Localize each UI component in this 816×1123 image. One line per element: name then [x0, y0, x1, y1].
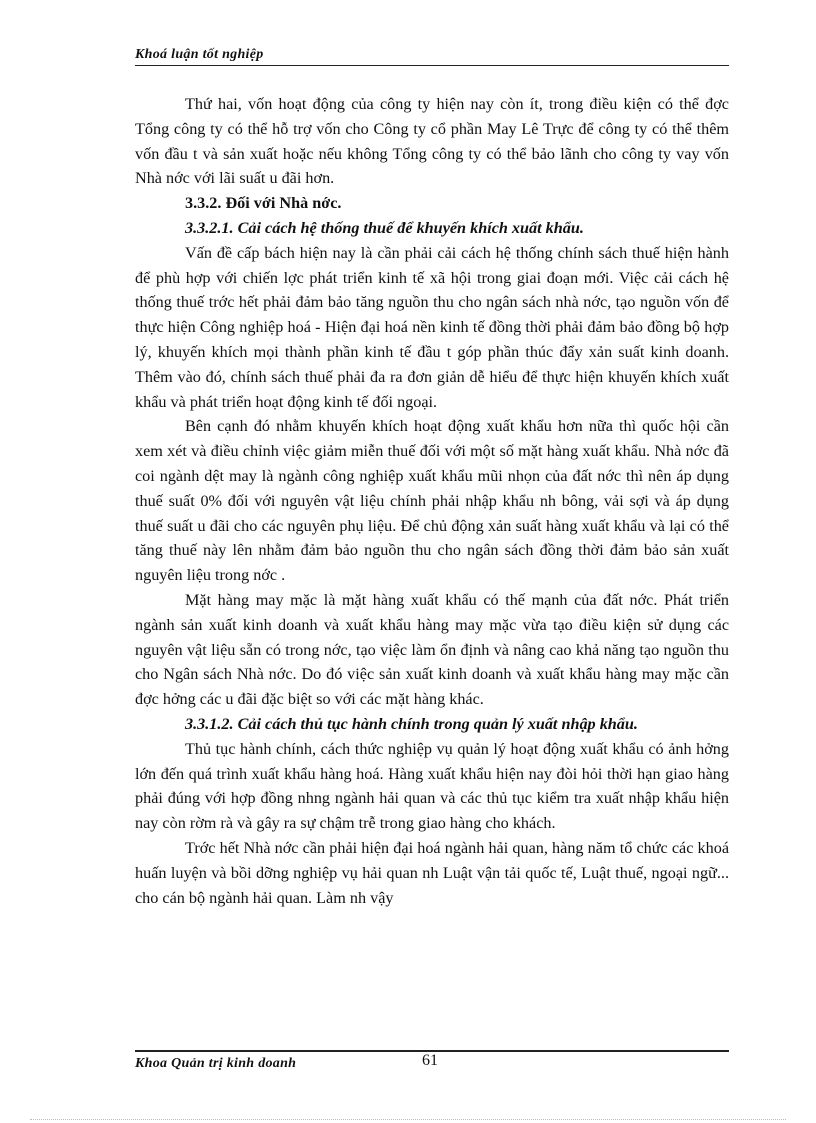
paragraph: Mặt hàng may mặc là mặt hàng xuất khẩu có thế mạnh của đất nớc. Phát triển ngành sản xuất kinh doanh và xuất khẩu hàng may mặc vừa tạo điều kiện sử dụng các nguyên vật liệu sẵn có trong nớc, tạo việc làm ổn định và nâng cao khả năng tạo nguồn thu cho Ngân sách Nhà nớc. Do đó việc sản xuất kinh doanh và xuất khẩu hàng may mặc cần đợc hởng các u đãi đặc biệt so với các mặt hàng khác.: [135, 590, 729, 709]
paragraph: Trớc hết Nhà nớc cần phải hiện đại hoá ngành hải quan, hàng năm tổ chức các khoá huấn luyện và bồi dỡng nghiệp vụ hải quan nh Luật vận tải quốc tế, Luật thuế, ngoại ngữ... cho cán bộ ngành hải quan. Làm nh vậy: [135, 838, 729, 907]
paragraph: Bên cạnh đó nhằm khuyến khích hoạt động xuất khẩu hơn nữa thì quốc hội cần xem xét và điều chỉnh việc giảm miễn thuế đối với một số mặt hàng xuất khẩu. Nhà nớc đã coi ngành dệt may là ngành công nghiệp xuất khẩu mũi nhọn của đất nớc thì nên áp dụng thuế suất 0% đối với nguyên vật liệu chính phải nhập khẩu nh bông, vải sợi và áp dụng thuế suất u đãi cho các nguyên phụ liệu. Để chủ động xản suất hàng xuất khẩu và lại có thể tăng thuế này lên nhằm đảm bảo nguồn thu cho ngân sách đồng thời đảm bảo sản xuất nguyên liệu trong nớc .: [135, 417, 729, 585]
header-title: Khoá luận tốt nghiệp: [135, 47, 264, 62]
section-heading: 3.3.2. Đối với Nhà nớc.: [185, 194, 342, 213]
page-header: [135, 45, 729, 67]
paragraph: Thứ hai, vốn hoạt động của công ty hiện nay còn ít, trong điều kiện có thể đợc Tổng công ty có thể hỗ trợ vốn cho Công ty cổ phần May Lê Trực để công ty có thể thêm vốn đầu t và sản xuất hoặc nếu không Tổng công ty có thể bảo lãnh cho công ty vay vốn Nhà nớc với lãi suất u đãi hơn.: [135, 95, 729, 188]
page-edge-divider: [30, 1119, 786, 1120]
subsection-heading: 3.3.2.1. Cải cách hệ thống thuế để khuyến khích xuất khẩu.: [185, 218, 584, 237]
page-number: 61: [422, 1052, 438, 1069]
document-body: [135, 92, 729, 910]
paragraph: Thủ tục hành chính, cách thức nghiệp vụ quản lý hoạt động xuất khẩu có ảnh hởng lớn đến quá trình xuất khẩu hàng hoá. Hàng xuất khẩu hiện nay đòi hỏi thời hạn giao hàng phải đúng với hợp đồng nhng ngành hải quan và các thủ tục kiểm tra xuất nhập khẩu hiện nay còn rờm rà và gây ra sự chậm trễ trong giao hàng cho khách.: [135, 739, 729, 833]
header-rule: [135, 65, 729, 66]
paragraph: Vấn đề cấp bách hiện nay là cần phải cải cách hệ thống chính sách thuế hiện hành để phù hợp với chiến lợc phát triển kinh tế xã hội trong giai đoạn mới. Việc cải cách hệ thống thuế trớc hết phải đảm bảo tăng nguồn thu cho ngân sách nhà nớc, tạo nguồn vốn để thực hiện Công nghiệp hoá - Hiện đại hoá nền kinh tế đồng thời phải đảm bảo đồng bộ hợp lý, khuyến khích mọi thành phần kinh tế đầu t góp phần thúc đẩy xản suất kinh doanh. Thêm vào đó, chính sách thuế phải đa ra đơn giản dễ hiểu để thực hiện khuyến khích xuất khẩu và phát triển hoạt động kinh tế đối ngoại.: [135, 243, 729, 411]
subsection-heading: 3.3.1.2. Cải cách thủ tục hành chính trong quản lý xuất nhập khẩu.: [185, 714, 638, 733]
footer-title: Khoa Quản trị kinh doanh: [135, 1056, 297, 1071]
